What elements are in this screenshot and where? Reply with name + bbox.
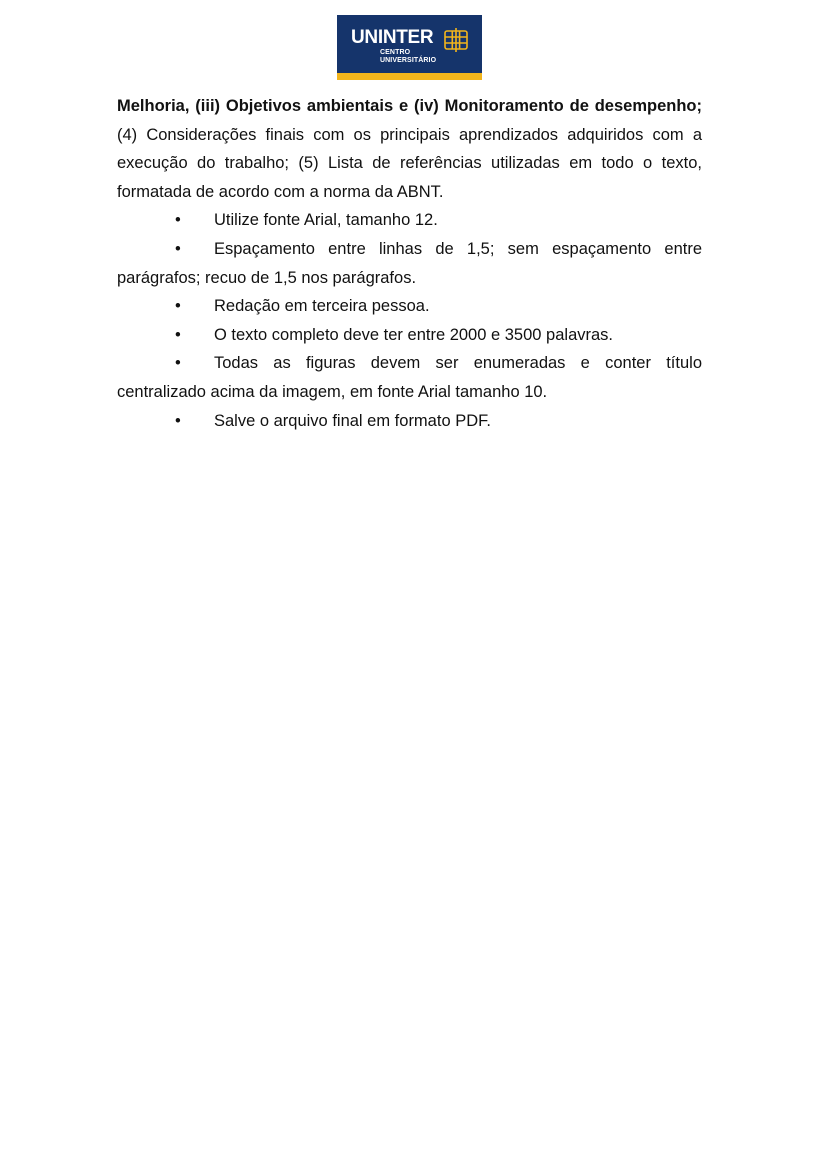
bullet-text: Utilize fonte Arial, tamanho 12. [214, 211, 438, 230]
bullet-dot: • [175, 411, 181, 430]
logo-subtitle-line1: CENTRO [380, 49, 411, 56]
bullet-text: Espaçamento entre linhas de 1,5; sem espaçamento entre parágrafos; recuo de 1,5 nos parágrafos. [117, 239, 702, 287]
bullet-text: O texto completo deve ter entre 2000 e 3500 palavras. [214, 325, 613, 344]
paragraph-final-items: (4) Considerações finais com os principais aprendizados adquiridos com a execução do trabalho; (5) Lista de referências utilizadas em todo o texto, formatada de acordo com a norma da ABNT. [117, 125, 702, 201]
logo-band [337, 73, 482, 80]
bullet-dot: • [175, 211, 181, 230]
bullet-item-third-person [117, 292, 702, 321]
bullet-text: Salve o arquivo final em formato PDF. [214, 411, 491, 430]
bullet-dot: • [175, 325, 181, 344]
globe-grid-icon [441, 27, 471, 53]
logo-subtitle-line2: UNIVERSITÁRIO [380, 57, 437, 64]
document-body [117, 92, 702, 435]
paragraph-bold-line: Melhoria, (iii) Objetivos ambientais e (iv) Monitoramento de desempenho; [117, 97, 702, 115]
bullet-item-pdf [117, 407, 702, 436]
bullet-text: Todas as figuras devem ser enumeradas e conter título centralizado acima da imagem, em fonte Arial tamanho 10. [117, 354, 702, 401]
logo-subtitle [380, 49, 436, 65]
bullet-dot: • [175, 239, 181, 258]
bullet-item-figures [117, 349, 702, 406]
uninter-logo [337, 15, 482, 80]
logo-brand-text: UNINTER [351, 27, 434, 48]
bullet-item-spacing [117, 235, 702, 292]
bullet-dot: • [175, 354, 181, 373]
bullet-dot: • [175, 297, 181, 316]
bullet-text: Redação em terceira pessoa. [214, 297, 430, 316]
bullet-item-word-count [117, 321, 702, 350]
bullet-item-font [117, 206, 702, 235]
